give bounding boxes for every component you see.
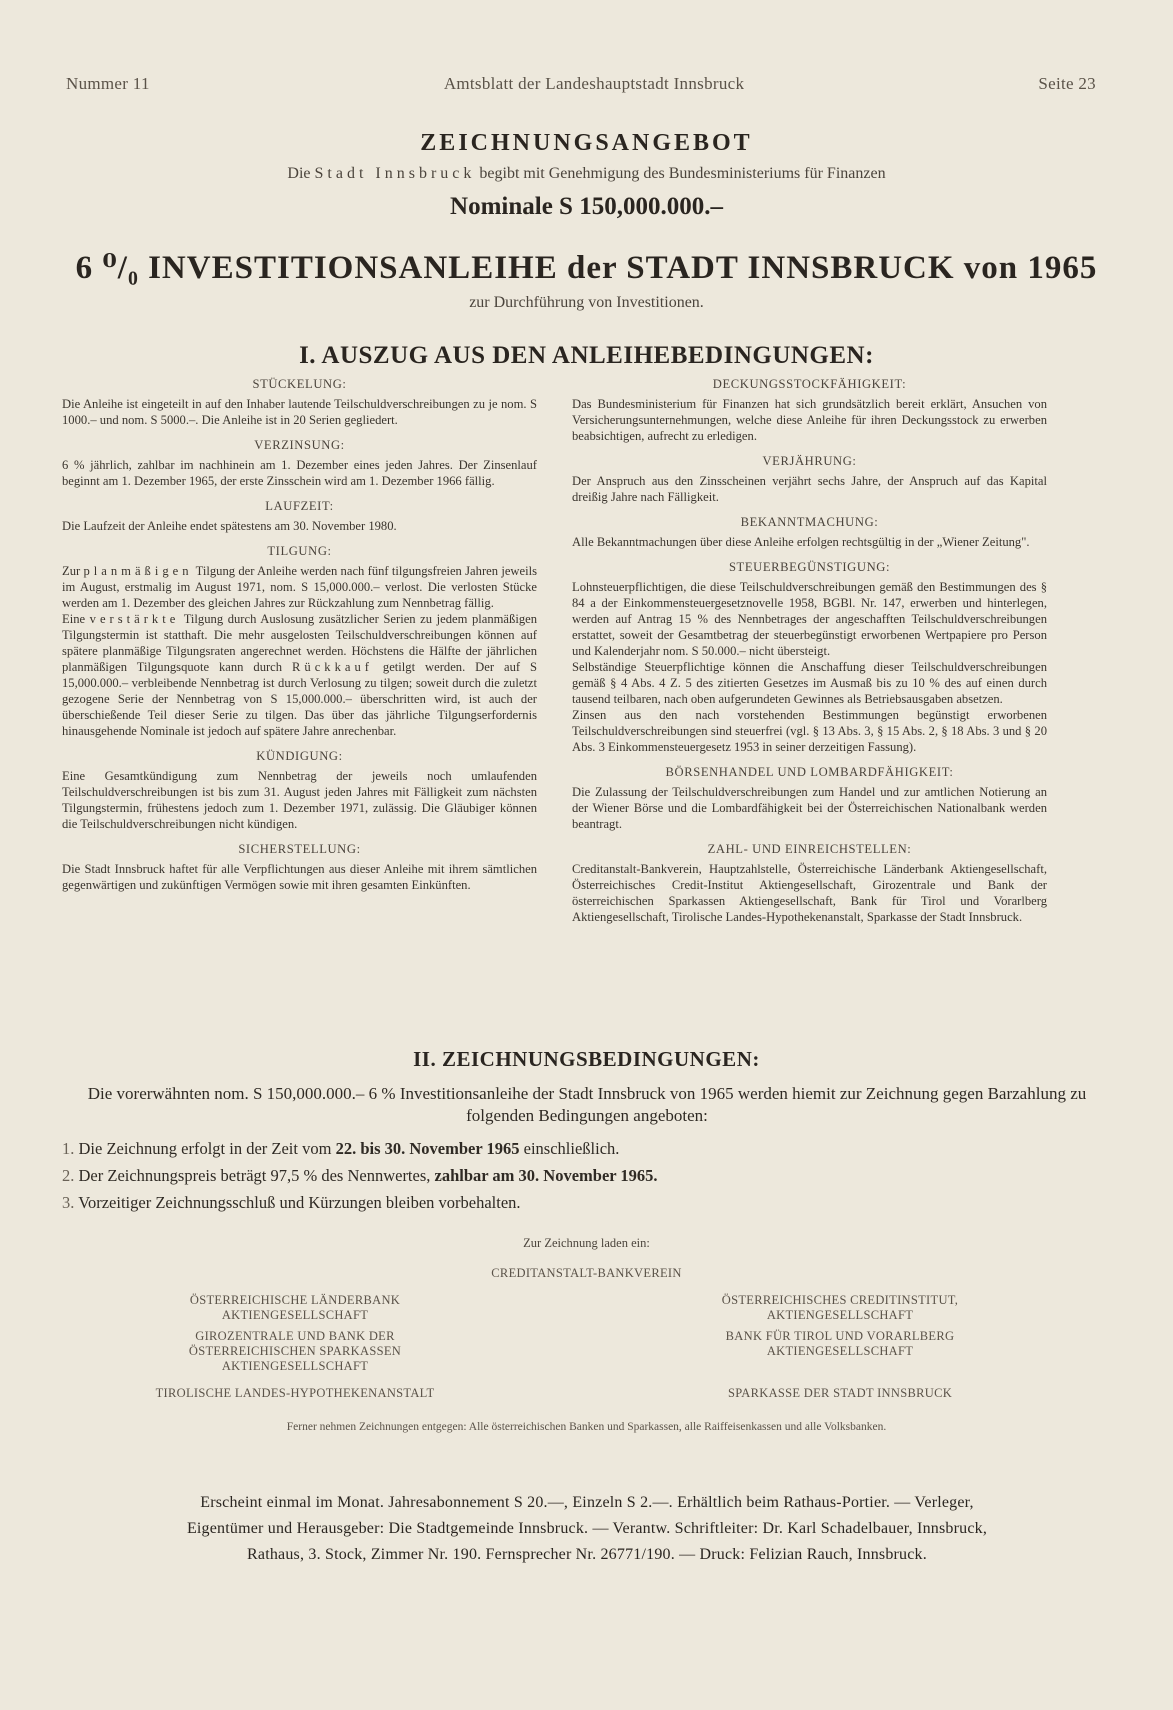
text-verzinsung: 6 % jährlich, zahlbar im nachhinein am 1. Dezember eines jeden Jahres. Der Zinsenlauf beginnt am 1. Dezember 1965, der erste Zinsschein wird am 1. Dezember 1966 fällig. <box>62 458 537 488</box>
bank-tirol-vorarlberg-line1: BANK FÜR TIROL UND VORARLBERG <box>725 1329 955 1343</box>
bank-laenderbank-line1: ÖSTERREICHISCHE LÄNDERBANK <box>189 1293 401 1307</box>
tilgung2-post: getilgt werden. Der auf S 15,000.000.– verbleibende Nennbetrag ist durch Verlosung zu tilgen; soweit durch die zuletzt gezogene Serie der Nennbetrag von S 15,000.000.– überschritten wird, ist auch der überschießende Teil dieser Serie zu tilgen. Das über das jährliche Tilgungserfordernis hinausgehende Nominale ist jedoch auf spätere Jahre anrechenbar. <box>62 660 537 738</box>
condition-2-pre: Der Zeichnungspreis beträgt 97,5 % des Nennwertes, <box>78 1166 431 1185</box>
heading-laufzeit: LAUFZEIT: <box>265 499 334 513</box>
condition-1-post: einschließlich. <box>523 1139 620 1158</box>
condition-3-text: Vorzeitiger Zeichnungsschluß und Kürzungen bleiben vorbehalten. <box>78 1193 521 1212</box>
bank-girozentrale-line2: ÖSTERREICHISCHEN SPARKASSEN <box>188 1344 402 1358</box>
bank-girozentrale-line1: GIROZENTRALE UND BANK DER <box>195 1329 395 1343</box>
tilgung1-pre: Zur <box>62 564 81 578</box>
bank-tirol-vorarlberg <box>650 1329 1030 1359</box>
bank-laenderbank-line2: AKTIENGESELLSCHAFT <box>221 1308 369 1322</box>
bank-creditinstitut <box>650 1293 1030 1323</box>
bank-tirol-vorarlberg-line2: AKTIENGESELLSCHAFT <box>766 1344 914 1358</box>
condition-2-payment: zahlbar am 30. November 1965. <box>434 1166 658 1185</box>
heading-stueckelung: STÜCKELUNG: <box>252 377 347 391</box>
invite-line: Zur Zeichnung laden ein: <box>523 1236 650 1250</box>
page-number: Seite 23 <box>1038 74 1096 93</box>
bank-creditinstitut-line1: ÖSTERREICHISCHES CREDITINSTITUT, <box>721 1293 959 1307</box>
condition-2-number: 2. <box>62 1166 75 1185</box>
text-steuer-2: Selbständige Steuerpflichtige können die Anschaffung dieser Teilschuldverschreibungen gemäß § 4 Abs. 4 Z. 5 des zitierten Gesetzes im Ausmaß bis zu 10 % des auf einen durch tausend teilbaren, nach oben aufgerundeten Gewinnes als Betriebsausgaben absetzen. <box>572 660 1047 706</box>
condition-1-pre: Die Zeichnung erfolgt in der Zeit vom <box>78 1139 332 1158</box>
tilgung1-spaced: planmäßigen <box>83 564 193 578</box>
tilgung2-spaced: verstärkte <box>89 612 180 626</box>
condition-1 <box>62 1139 1112 1159</box>
section-2-title: II. ZEICHNUNGSBEDINGUNGEN: <box>413 1047 760 1071</box>
condition-3-number: 3. <box>62 1193 75 1212</box>
conditions-right-column <box>572 376 1047 925</box>
subscription-intro: Die vorerwähnten nom. S 150,000.000.– 6 % Investitionsanleihe der Stadt Innsbruck von 1965 werden hiemit zur Zeichnung gegen Barzahlung zu folgenden Bedingungen angeboten: <box>87 1084 1087 1125</box>
issuer-post: begibt mit Genehmigung des Bundesministeriums für Finanzen <box>479 165 886 182</box>
issuer-pre: Die <box>287 165 311 182</box>
tilgung1-post: Tilgung der Anleihe werden nach fünf tilgungsfreien Jahren jeweils im August, erstmalig im August 1971, nom. S 15,000.000.– verlost. Die verlosten Stücke werden am 1. Dezember des gleichen Jahres zur Rückzahlung zum Nennbetrag fällig. <box>62 564 537 610</box>
publication-title: Amtsblatt der Landeshauptstadt Innsbruck <box>443 74 745 93</box>
heading-sicherstellung: SICHERSTELLUNG: <box>238 842 361 856</box>
text-stueckelung: Die Anleihe ist eingeteilt in auf den Inhaber lautende Teilschuldverschreibungen zu je nom. S 1000.– und nom. S 5000.–. Die Anleihe ist in 20 Serien gegliedert. <box>62 397 537 427</box>
condition-2 <box>62 1166 1112 1186</box>
bond-purpose: zur Durchführung von Investitionen. <box>469 294 704 311</box>
condition-1-dates: 22. bis 30. November 1965 <box>335 1139 520 1158</box>
bank-hypothekenanstalt: TIROLISCHE LANDES-HYPOTHEKENANSTALT <box>155 1386 435 1400</box>
text-verjaehrung: Der Anspruch aus den Zinsscheinen verjährt sechs Jahre, der Anspruch auf das Kapital dreißig Jahre nach Fälligkeit. <box>572 474 1047 504</box>
imprint <box>62 1490 1112 1568</box>
text-boerse: Die Zulassung der Teilschuldverschreibungen zum Handel und zur amtlichen Notierung an der Wiener Börse und die Lombardfähigkeit bei der Österreichischen Nationalbank werden beantragt. <box>572 785 1047 831</box>
tilgung2-pre: Eine <box>62 612 86 626</box>
heading-steuer: STEUERBEGÜNSTIGUNG: <box>728 560 891 574</box>
tilgung2-spaced2: Rückkauf <box>292 660 373 674</box>
heading-verzinsung: VERZINSUNG: <box>254 438 345 452</box>
imprint-line-2: Eigentümer und Herausgeber: Die Stadtgemeinde Innsbruck. — Verantw. Schriftleiter: Dr. Karl Schadelbauer, Innsbruck, <box>186 1520 988 1537</box>
text-bekanntmachung: Alle Bekanntmachungen über diese Anleihe erfolgen rechtsgültig in der „Wiener Zeitung". <box>572 535 1030 549</box>
imprint-line-1: Erscheint einmal im Monat. Jahresabonnement S 20.—, Einzeln S 2.—. Erhältlich beim Rathaus-Portier. — Verleger, <box>200 1494 974 1511</box>
bank-creditinstitut-line2: AKTIENGESELLSCHAFT <box>766 1308 914 1322</box>
condition-3 <box>62 1193 1112 1213</box>
text-deckung: Das Bundesministerium für Finanzen hat sich grundsätzlich bereit erklärt, Ansuchen von Versicherungsunternehmungen, welche diese Anleihe für ihren Deckungsstock zu erwerben beabsichtigen, aufrecht zu erledigen. <box>572 397 1047 443</box>
text-sicherstellung: Die Stadt Innsbruck haftet für alle Verpflichtungen aus dieser Anleihe mit ihrem sämtlichen gegenwärtigen und zukünftigen Vermögen sowie mit ihren gesamten Einkünften. <box>62 862 537 892</box>
text-tilgung-1 <box>62 563 537 611</box>
condition-1-number: 1. <box>62 1139 75 1158</box>
text-laufzeit: Die Laufzeit der Anleihe endet spätestens am 30. November 1980. <box>62 519 397 533</box>
offer-title: ZEICHNUNGSANGEBOT <box>420 130 753 156</box>
heading-verjaehrung: VERJÄHRUNG: <box>762 454 857 468</box>
text-tilgung-2 <box>62 611 537 739</box>
bank-laenderbank <box>130 1293 460 1323</box>
conditions-left-column <box>62 376 537 893</box>
bank-sparkasse-innsbruck: SPARKASSE DER STADT INNSBRUCK <box>727 1386 953 1400</box>
tilgung2-mid: Tilgung durch Auslosung zusätzlicher Serien zu jedem planmäßigen Tilgungstermin ist statthaft. Die mehr ausgelosten Teilschuldverschreibungen können auf spätere planmäßige Tilgungsraten angerechnet werden. Höchstens die Hälfte der jährlichen planmäßigen Tilgungsquote kann durch <box>62 612 537 674</box>
heading-bekanntmachung: BEKANNTMACHUNG: <box>740 515 879 529</box>
further-acceptors: Ferner nehmen Zeichnungen entgegen: Alle österreichischen Banken und Sparkassen, alle Raiffeisenkassen und alle Volksbanken. <box>286 1421 887 1433</box>
text-zahlstellen: Creditanstalt-Bankverein, Hauptzahlstelle, Österreichische Länderbank Aktiengesellschaft, Österreichisches Credit-Institut Aktiengesellschaft, Girozentrale und Bank der österreichischen Sparkassen Aktiengesellschaft, Bank für Tirol und Vorarlberg Aktiengesellschaft, Tirolische Landes-Hypothekenanstalt, Sparkasse der Stadt Innsbruck. <box>572 862 1047 924</box>
issuer-line <box>0 165 1173 183</box>
heading-boerse: BÖRSENHANDEL UND LOMBARDFÄHIGKEIT: <box>665 765 954 779</box>
bank-girozentrale-line3: AKTIENGESELLSCHAFT <box>221 1359 369 1373</box>
heading-tilgung: TILGUNG: <box>267 544 332 558</box>
issuer-name: Stadt Innsbruck <box>314 165 476 182</box>
section-1-title: I. AUSZUG AUS DEN ANLEIHEBEDINGUNGEN: <box>299 342 874 369</box>
bond-headline: 6 ⁰/₀ INVESTITIONSANLEIHE der STADT INNSBRUCK von 1965 <box>75 250 1098 286</box>
nominal-amount: Nominale S 150,000.000.– <box>450 193 723 220</box>
issue-number: Nummer 11 <box>66 74 150 93</box>
heading-kuendigung: KÜNDIGUNG: <box>256 749 343 763</box>
heading-zahlstellen: ZAHL- UND EINREICHSTELLEN: <box>707 842 912 856</box>
bank-creditanstalt: CREDITANSTALT-BANKVEREIN <box>491 1266 682 1280</box>
imprint-line-3: Rathaus, 3. Stock, Zimmer Nr. 190. Fernsprecher Nr. 26771/190. — Druck: Felizian Rauch, Innsbruck. <box>247 1546 927 1563</box>
text-kuendigung: Eine Gesamtkündigung zum Nennbetrag der jeweils noch umlaufenden Teilschuldverschreibungen ist bis zum 31. August jeden Jahres mit Fälligkeit zum nächsten Tilgungstermin, frühestens jedoch zum 1. Dezember 1971, zulässig. Die Gläubiger können die Teilschuldverschreibungen nicht kündigen. <box>62 769 537 831</box>
text-steuer-1: Lohnsteuerpflichtigen, die diese Teilschuldverschreibungen gemäß den Bestimmungen des § 84 a der Einkommensteuergesetznovelle 1958, BGBl. Nr. 147, erwerben und hinterlegen, werden auf Antrag 15 % des Nennbetrages der angeschafften Teilschuldverschreibungen erstattet, soweit der Gesamtbetrag der steuerbegünstigt erworbenen Wertpapiere pro Person und Kalenderjahr nom. S 50.000.– nicht übersteigt. <box>572 580 1047 658</box>
heading-deckung: DECKUNGSSTOCKFÄHIGKEIT: <box>712 377 907 391</box>
bank-girozentrale <box>130 1329 460 1374</box>
running-header <box>66 74 1096 94</box>
text-steuer-3: Zinsen aus den nach vorstehenden Bestimmungen begünstigt erworbenen Teilschuldverschreibungen sind steuerfrei (vgl. § 13 Abs. 3, § 15 Abs. 2, § 18 Abs. 3 und § 20 Abs. 3 Einkommensteuergesetz 1953 in seiner derzeitigen Fassung). <box>572 708 1047 754</box>
